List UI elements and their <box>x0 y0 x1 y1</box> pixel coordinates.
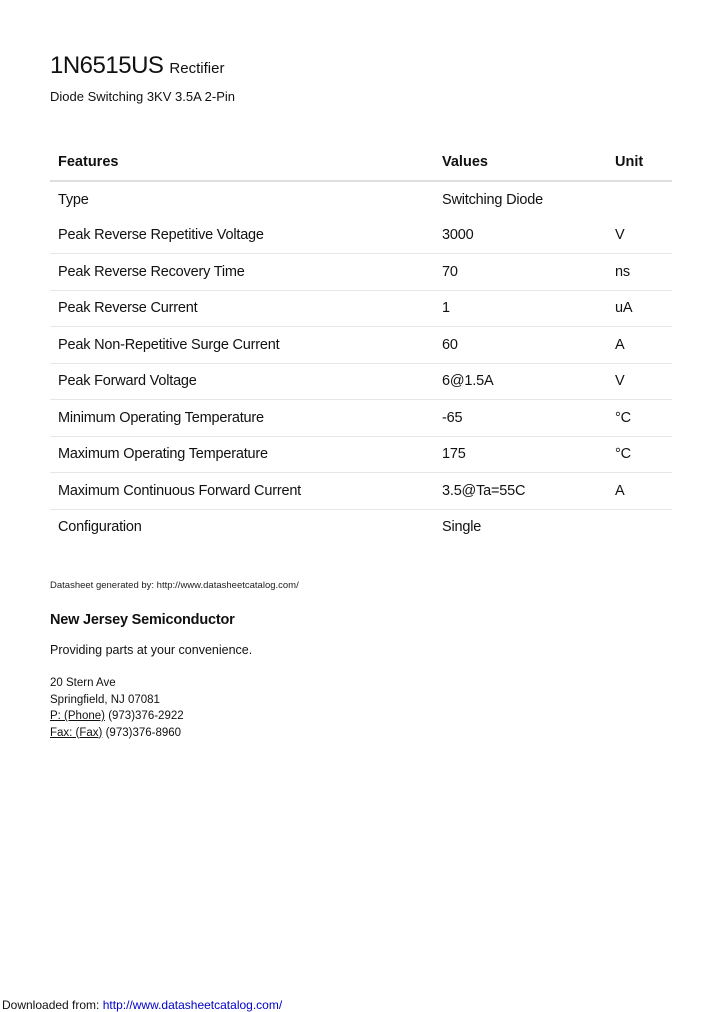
table-row <box>50 254 672 291</box>
unit-cell: V <box>615 227 625 244</box>
footer-prefix: Downloaded from: <box>2 998 100 1012</box>
value-cell: 6@1.5A <box>442 363 615 400</box>
feature-cell: Peak Forward Voltage <box>50 363 442 400</box>
value-cell: 175 <box>442 436 615 473</box>
feature-cell: Minimum Operating Temperature <box>50 400 442 437</box>
header-features: Features <box>50 143 442 181</box>
table-row <box>50 218 672 254</box>
value-cell: 3000 <box>442 227 474 244</box>
feature-cell: Peak Reverse Recovery Time <box>50 254 442 291</box>
feature-cell: Peak Reverse Repetitive Voltage <box>58 227 264 244</box>
company-name: New Jersey Semiconductor <box>50 612 235 628</box>
value-cell: -65 <box>442 400 615 437</box>
feature-cell: Configuration <box>50 509 442 545</box>
value-cell: 70 <box>442 254 615 291</box>
fax-label: Fax: (Fax) <box>50 726 103 739</box>
fax-line <box>50 725 184 742</box>
value-cell: 3.5@Ta=55C <box>442 473 615 510</box>
table-header-row <box>50 143 672 181</box>
value-cell: Single <box>442 509 615 545</box>
feature-cell: Peak Non-Repetitive Surge Current <box>50 327 442 364</box>
company-address <box>50 675 184 741</box>
footer-download-note <box>2 998 282 1012</box>
table-row <box>50 436 672 473</box>
unit-cell: A <box>615 473 672 510</box>
phone-line <box>50 708 184 725</box>
table-row <box>50 181 672 218</box>
address-street: 20 Stern Ave <box>50 677 116 689</box>
unit-cell: V <box>615 363 672 400</box>
feature-cell: Peak Reverse Current <box>50 290 442 327</box>
feature-cell: Type <box>58 191 89 208</box>
value-cell: Switching Diode <box>442 191 543 208</box>
feature-cell: Maximum Continuous Forward Current <box>50 473 442 510</box>
unit-cell: °C <box>615 400 672 437</box>
part-number: 1N6515US <box>50 52 164 79</box>
table-row <box>50 327 672 364</box>
header-unit: Unit <box>615 143 672 181</box>
generated-by-note: Datasheet generated by: http://www.datasheetcatalog.com/ <box>50 580 299 591</box>
company-tagline: Providing parts at your convenience. <box>50 643 253 657</box>
unit-cell <box>615 181 672 218</box>
table-row <box>50 400 672 437</box>
spec-table <box>50 143 672 545</box>
part-type: Rectifier <box>169 60 225 77</box>
page-title <box>50 52 224 80</box>
table-row <box>50 473 672 510</box>
table-row <box>50 290 672 327</box>
address-city: Springfield, NJ 07081 <box>50 693 160 706</box>
part-description: Diode Switching 3KV 3.5A 2-Pin <box>50 89 235 104</box>
fax-number: (973)376-8960 <box>105 726 182 739</box>
unit-cell: ns <box>615 254 672 291</box>
phone-number: (973)376-2922 <box>108 710 184 722</box>
unit-cell: uA <box>615 290 672 327</box>
unit-cell: °C <box>615 436 672 473</box>
footer-link[interactable]: http://www.datasheetcatalog.com/ <box>102 998 283 1012</box>
table-row <box>50 509 672 545</box>
value-cell: 1 <box>442 290 615 327</box>
value-cell: 60 <box>442 327 615 364</box>
unit-cell <box>615 509 672 545</box>
feature-cell: Maximum Operating Temperature <box>50 436 442 473</box>
table-row <box>50 363 672 400</box>
phone-label: P: (Phone) <box>50 710 105 722</box>
unit-cell: A <box>615 327 672 364</box>
header-values: Values <box>442 143 615 181</box>
